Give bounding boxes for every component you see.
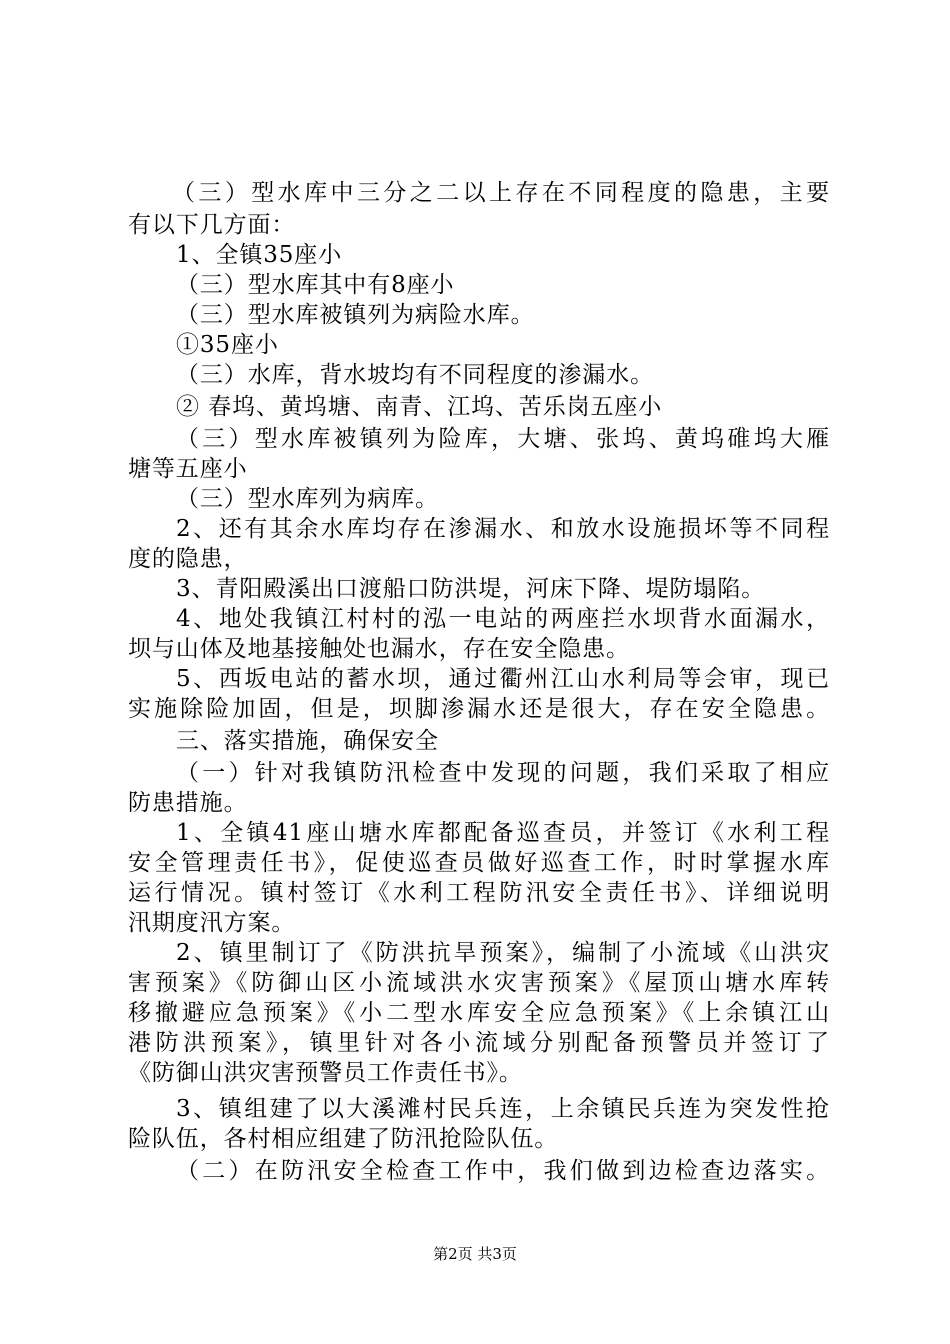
line-5 [0,300,950,330]
paragraph-text: 防患措施。 [128,790,248,816]
paragraph-text: 汛期度汛方案。 [128,910,296,936]
paragraph-text: 实施除险加固，但是，坝脚渗漏水还是很大，存在安全隐患。 [128,696,830,722]
paragraph-text: ①35座小 [176,332,279,358]
line-31 [0,1094,950,1124]
paragraph-text: 有以下几方面： [128,212,296,238]
line-33 [0,1156,950,1186]
paragraph-text: 2、还有其余水库均存在渗漏水、和放水设施损坏等不同程 [176,516,830,542]
paragraph-text: （三）型水库被镇列为险库，大塘、张坞、黄坞碓坞大雁 [176,426,830,452]
line-20 [0,758,950,788]
paragraph-text: （三）型水库被镇列为病险水库。 [176,302,535,328]
line-16 [0,634,950,664]
paragraph-text: ② 春坞、黄坞塘、南青、江坞、苦乐岗五座小 [176,394,663,420]
line-3 [0,240,950,270]
line-10 [0,454,950,484]
line-9 [0,424,950,454]
line-23 [0,848,950,878]
paragraph-text: （三）型水库中三分之二以上存在不同程度的隐患，主要 [172,180,830,206]
paragraph-text: （一）针对我镇防汛检查中发现的问题，我们采取了相应 [176,760,830,786]
paragraph-text: 坝与山体及地基接触处也漏水，存在安全隐患。 [128,636,630,662]
line-2 [0,210,950,240]
line-27 [0,968,950,998]
line-17 [0,664,950,694]
paragraph-text: （三）型水库列为病库。 [176,486,439,512]
line-30 [0,1058,950,1088]
line-19 [0,726,950,756]
paragraph-text: 运行情况。镇村签订《水利工程防汛安全责任书》、详细说明 [128,880,830,906]
paragraph-text: 移撤避应急预案》《小二型水库安全应急预案》《上余镇江山 [128,1000,830,1026]
paragraph-text: 港防洪预案》，镇里针对各小流域分别配备预警员并签订了 [128,1030,830,1056]
paragraph-text: （三）型水库其中有8座小 [176,272,455,298]
line-29 [0,1028,950,1058]
paragraph-text: 险队伍，各村相应组建了防汛抢险队伍。 [128,1126,559,1152]
page-footer: 第2页 共3页 [433,1245,517,1263]
line-18 [0,694,950,724]
line-4 [0,270,950,300]
paragraph-text: 3、青阳殿溪出口渡船口防洪堤，河床下降、堤防塌陷。 [176,576,766,602]
section-heading: 三、落实措施，确保安全 [176,728,439,754]
line-12 [0,514,950,544]
line-25 [0,908,950,938]
paragraph-text: 《防御山洪灾害预警员工作责任书》。 [128,1060,523,1086]
paragraph-text: 2、镇里制订了《防洪抗旱预案》，编制了小流域《山洪灾 [176,940,830,966]
line-24 [0,878,950,908]
paragraph-text: 4、地处我镇江村村的泓一电站的两座拦水坝背水面漏水， [176,606,830,632]
line-7 [0,360,950,390]
paragraph-text: （二）在防汛安全检查工作中，我们做到边检查边落实。 [176,1158,830,1184]
line-1 [0,178,950,208]
line-8 [0,392,950,422]
paragraph-text: 3、镇组建了以大溪滩村民兵连，上余镇民兵连为突发性抢 [176,1096,830,1122]
line-28 [0,998,950,1028]
paragraph-text: 安全管理责任书》，促使巡查员做好巡查工作，时时掌握水库 [128,850,830,876]
paragraph-text: 5、西坂电站的蓄水坝，通过衢州江山水利局等会审，现已 [176,666,830,692]
paragraph-text: 1、全镇35座小 [176,242,343,268]
line-22 [0,818,950,848]
paragraph-text: 度的隐患， [128,546,248,572]
line-6 [0,330,950,360]
paragraph-text: （三）水库，背水坡均有不同程度的渗漏水。 [176,362,654,388]
line-14 [0,574,950,604]
line-26 [0,938,950,968]
paragraph-text: 害预案》《防御山区小流域洪水灾害预案》《屋顶山塘水库转 [128,970,830,996]
line-21 [0,788,950,818]
line-11 [0,484,950,514]
line-32 [0,1124,950,1154]
line-15 [0,604,950,634]
paragraph-text: 1、全镇41座山塘水库都配备巡查员，并签订《水利工程 [176,820,830,846]
line-13 [0,544,950,574]
paragraph-text: 塘等五座小 [128,456,248,482]
